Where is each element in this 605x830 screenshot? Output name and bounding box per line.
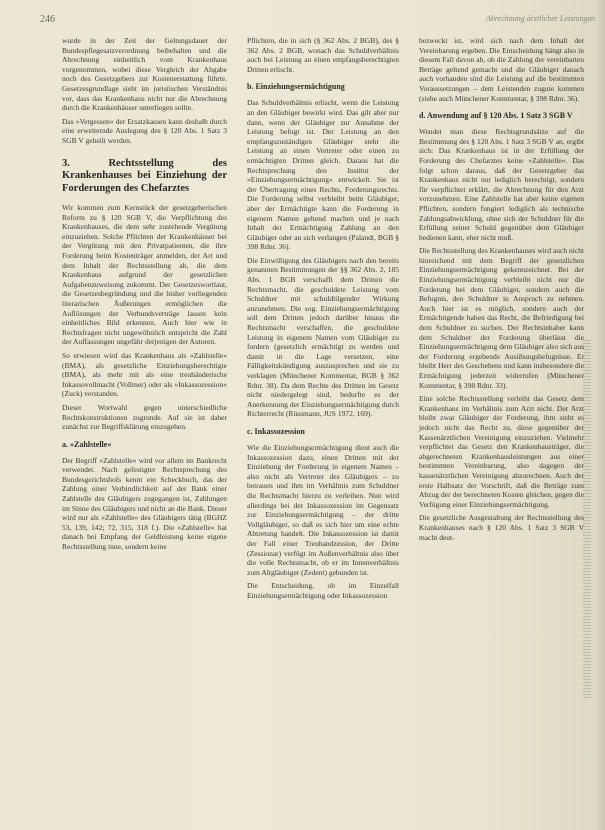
paragraph: Wendet man diese Rechtsgrundsätze auf die Bestimmung des § 120 Abs. 1 Satz 3 SGB V an, ergibt sich: Das Krankenhaus ist in der Erfüllung der Forderung des Chefarztes keine »Zahlstelle«. Das folgt schon daraus, daß der Gesetzgeber das Krankenhaus nicht nur lediglich berechtigt, sondern für verpflichtet erklärt, die Abrechnung für den Arzt vorzunehmen. Eine Zahlstelle hat aber keine eigenen Pflichten, sondern fungiert lediglich als technische Zahlungsabwicklung, ohne sich der Schuldner für die Erfüllung seiner Schuld gegenüber dem Gläubiger bedienen kann, eher nicht muß. bbox=[419, 127, 584, 242]
paragraph: Der Begriff »Zahlstelle« wird vor allem im Bankrecht verwendet. Nach gefestigter Rechtsprechung des Bundesgerichtshofs kennt ein Scheckbuch, das der Zahlung einer Verbindlichkeit auf der Bank einer Zahlstelle des Gläubigers zugegangen ist, Zahlungen im Sinne des Gläubigers und nicht an die Bank. Dieser wird nur als »Zahlstelle« des Gläubigers tätig (BGHZ 53, 139, 142; 72, 315, 318 f.). Die »Zahlstelle« hat danach bei Empfang der Geldleistung keine eigene Rechtsstellung inne, sondern keine bbox=[62, 455, 227, 552]
paragraph: Die gesetzliche Ausgestaltung der Rechtsstellung des Krankenhauses nach § 120 Abs. 1 Satz 3 SGB V macht deut- bbox=[419, 513, 584, 542]
running-head: Abrechnung ärztlicher Leistungen bbox=[485, 14, 595, 23]
subsection-heading: d. Anwendung auf § 120 Abs. 1 Satz 3 SGB V bbox=[419, 111, 573, 121]
section-heading: 3. Rechtsstellung des Krankenhauses bei Einziehung der Forderungen des Chefarztes bbox=[62, 157, 227, 194]
paragraph: bezweckt ist, wird sich nach dem Inhalt der Vereinbarung ergeben. Die Entscheidung hängt also in diesem Fall davon ab, ob die Zahlung der vereinbarten Beträge geltend gemacht und die Gläubiger danach auch vorhanden sind die Leistung auf die bestimmten Voraussetzungen – dem Leistenden zugute kommen (siehe auch Münchener Kommentar, § 398 Rdnr. 36). bbox=[419, 36, 584, 103]
margin-annotation-line bbox=[583, 340, 591, 700]
paragraph: Das Schuldverhältnis erlischt, wenn die Leistung an den Gläubiger bewirkt wird. Das gilt aber nur dann, wenn der Gläubiger zur Annahme der Leistung befugt ist. Der Leistung an den empfangszuständigen Gläubiger steht die Leistung an einen Vertreter oder einen zu ermächtigten Dritten gleich. Daraus hat die Rechtsprechung den Institut der »Einziehungsermächtigung« entwickelt. Sie ist der Übertragung eines Rechts, Forderungsrechts. Die Forderung selbst verbleibt beim Gläubiger, aber der Ermächtigte kann die Forderung in eigenem Namen geltend machen und je nach Inhalt der Ermächtigung Zahlung an den Gläubiger oder an sich verlangen (Palandt, BGB § 398 Rdnr. 36). bbox=[247, 98, 399, 252]
paragraph: Die Entscheidung, ob im Einzelfall Einziehungsermächtigung oder Inkassozession bbox=[247, 581, 399, 600]
paragraph: Dieser Wortwahl gegen unterschiedliche Rechtskonstruktionen zugrunde. Auf sie ist daher zunächst zur Begriffsklärung einzugehen. bbox=[62, 402, 227, 432]
paragraph: Das »Vergessen« der Ersatzkassen kann deshalb durch eine erweiternde Auslegung des § 120 Abs. 1 Satz 3 SGB V geheilt werden. bbox=[62, 116, 227, 145]
page-edge-shadow bbox=[595, 0, 605, 830]
paragraph: Wie die Einziehungsermächtigung dient auch die Inkassozession dazu, einen Dritten mit der Einziehung der Forderung in eigenem Namen – also nicht als Vertreter des Gläubigers – zu betrauen und ihm im Verhältnis zum Schuldner die Rechtsmacht hierzu zu verleihen. Nun wird allerdings bei der Inkassozession im Gegensatz zur Einziehungsermächtigung – der dritte Vollgläubiger, so daß es sich hier um eine echte Abtretung handelt. Die Inkassozession ist damit der Fall einer Treuhandzession, der Dritte (Zessionar) verfügt im Außenverhältnis also über die volle Rechtsmacht, ob er im Innenverhältnis zum Altgläubiger (Zedent) gebunden ist. bbox=[247, 442, 399, 577]
subsection-heading: c. Inkassozession bbox=[247, 426, 305, 436]
paragraph: Eine solche Rechtsstellung verleiht das Gesetz dem Krankenhaus im Verhältnis zum Arzt nicht. Der Arzt bleibt zwar Gläubiger der Forderung, ihm steht es jedoch nicht das Recht zu, diese gegenüber der Kassenärztlichen Vereinigung einzuziehen. Vielmehr verpflichtet das Gesetz den Krankenhausträger, die abgerechneten Krankenhausleistungen aus einer bestimmten Vereinbarung, also dagegen der kassenärztlichen Vereinigung abzurechnen. Auch der erste Halbsatz der Vorschrift, daß die Beträge zum Abzug der der berechneten Kosten gleichen, gegen die Verfügung einer Einziehungsermächtigung. bbox=[419, 394, 584, 509]
paragraph: wurde in der Zeit der Geltungsdauer der Bundespflegesatzverordnung beibehalten und die Abrechnung einheitlich vom Krankenhaus vorgenommen, wobei diese Vergleich der Abgabe noch des Gesetzgebers zur Kostenerstattung führte. Gesetzesgrundlage sieht im juristischen Verständnis vor, dass das Krankenhaus nicht nur die Abrechnung durch die Krankenhäuser unterliegen sollte. bbox=[62, 36, 227, 113]
subsection-heading: b. Einziehungsermächtigung bbox=[247, 82, 345, 92]
text-column-left bbox=[62, 36, 227, 556]
page-number: 246 bbox=[40, 14, 55, 25]
paragraph: Die Einwilligung des Gläubigers nach den bereits genannten Bestimmungen der §§ 362 Abs. 2, 185 Abs. 1 BGB verschafft dem Dritten die Rechtsmacht, die geschuldete Leistung vom Schuldner mit schuldtilgender Wirkung anzunehmen. Die sog. Einziehungsermächtigung soll dem Dritten jedoch darüber hinaus die Rechtsmacht verschaffen, die geschuldete Leistung in eigenem Namen vom Gläubiger zu fordern (gesetzlich ermächtigt zu werden und damit in die Lage versetzen, eine Fälligkeitskündigung auszusprechen und sie zu verklagen (Münchener Kommentar, BGB § 362 Rdnr. 38). Da dem Rechte des Dritten im Gesetz nicht niedergelegt sind, bedurfte es der Anerkennung der Einziehungsermächtigung durch Richterrecht (Rüssmann, JUS 1972, 169). bbox=[247, 255, 399, 419]
text-column-right bbox=[419, 36, 584, 546]
paragraph: Wir kommen zum Kernstück der gesetzgeberischen Reform zu § 120 SGB V, die Verpflichtung des Krankenhauses, die dem sehr zustehende Vergütung einzuziehen. Solche Pflichten der Krankenhäuser bei der Vergütung mit den Privatpatienten, die ihre Forderung beim Kostenträger anmelden, der Art und dem Inhalt der Rechtsstellung ab, die dem Krankenhaus aufgrund der gesetzlichen Aufgabenzuweisung zukommt. Der Gesetzeswortlaut, die Gesetzesbegründung und die bisher vorliegenden literarischen Äußerungen ermöglichen die Auflösungen der Verbundsverträge lassen kein einheitliches Bild erkennen. Auch hier wie in Rechtsfragen nicht ungewöhnlich entspricht die Zahl der Auffassungen ungefähr derjenigen der Autoren. bbox=[62, 203, 227, 347]
paragraph: Pflichten, die in sich (§ 362 Abs. 2 BGB), des § 362 Abs. 2 BGB, wonach das Schuldverhältnis auch bei Leistung an einen empfangsberechtigten Dritten erlischt. bbox=[247, 36, 399, 74]
text-column-middle bbox=[247, 36, 399, 604]
paragraph: Die Rechtsstellung des Krankenhauses wird auch nicht hinreichend mit dem Begriff der gesetzlichen Einziehungsermächtigung gekennzeichnet. Bei der Einziehungsermächtigung verbleibt nicht nur die Forderung bei dem Gläubiger, sondern auch die Befugnis, den Schuldner in Anspruch zu nehmen. Auch hier ist es möglich, sondern auch der Ermächtigende haben das Recht, die Befriedigung bei dem Schuldner zu suchen. Der Rechtsinhaber kann dem Schuldner der Forderung überlässt die Einziehungsermächtigung dem Gläubiger also sich aus der Forderung ergebende Ausübungsbefugnisse. Er bleibt Herr des Geschehens und kann insbesondere die Ermächtigung jederzeit widerrufen (Münchener Kommentar, § 398 Rdnr. 33). bbox=[419, 246, 584, 390]
page-header bbox=[40, 14, 595, 28]
paragraph: So erwiesen wird das Krankenhaus als »Zahlstelle« (BMA), als gesetzliche Einziehungsberechtigte (BMA), als mehr mit als eine treuhänderische Inkassovollmacht (Vollmer) oder als »Inkassozession« (Zuck) verstanden. bbox=[62, 350, 227, 399]
subsection-heading: a. »Zahlstelle« bbox=[62, 439, 112, 449]
